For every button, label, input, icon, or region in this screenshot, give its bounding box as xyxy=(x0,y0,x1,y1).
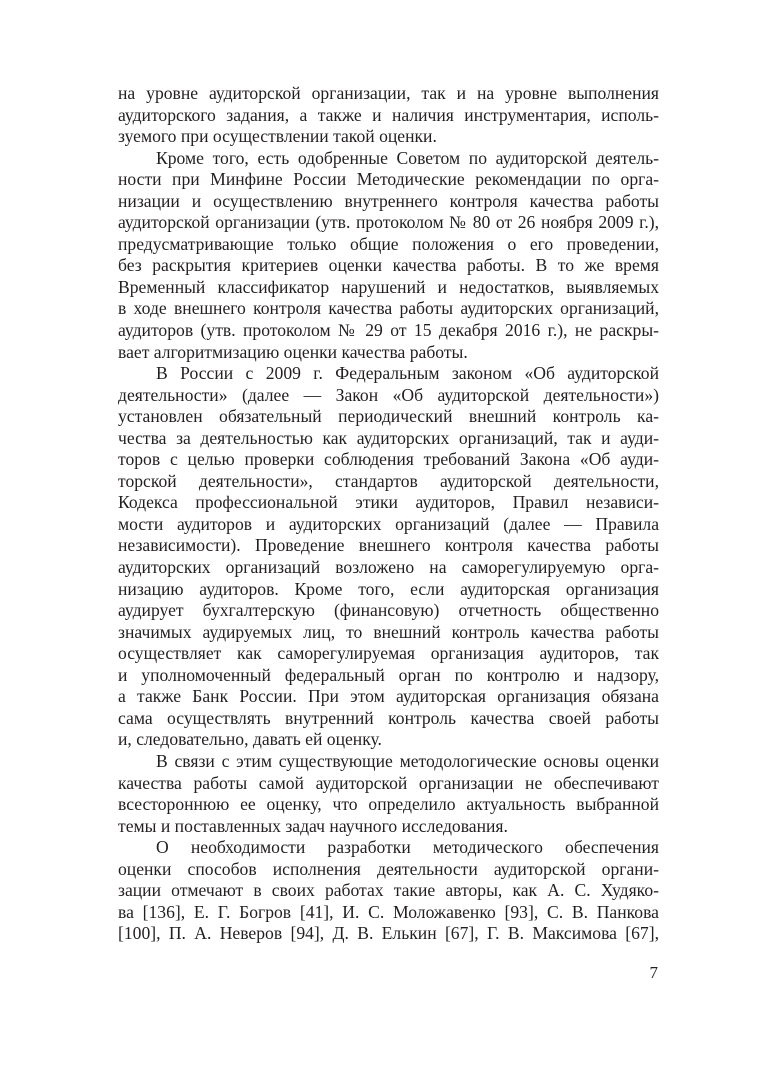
text-line: значимых аудируемых лиц, то внешний контроль качества работы xyxy=(118,621,659,642)
text-line: аудиторских организаций возложено на саморегулируемую орга- xyxy=(118,557,659,578)
text-line: зуемого при осуществлении такой оценки. xyxy=(118,126,437,147)
text-line: [100], П. А. Неверов [94], Д. В. Елькин [67], Г. В. Максимова [67], xyxy=(118,923,659,944)
paragraph-5 xyxy=(118,837,659,945)
text-line: мости аудиторов и аудиторских организаций (далее — Правила xyxy=(118,513,659,534)
text-line: оценки способов исполнения деятельности аудиторской органи- xyxy=(118,858,659,879)
text-line: В связи с этим существующие методологические основы оценки xyxy=(156,750,659,771)
text-line: на уровне аудиторской организации, так и на уровне выполнения xyxy=(118,83,659,103)
text-line: Временный классификатор нарушений и недостатков, выявляемых xyxy=(118,276,659,297)
paragraph-2 xyxy=(118,148,659,363)
page-number: 7 xyxy=(649,963,658,982)
text-line: зации отмечают в своих работах такие авторы, как А. С. Худяко- xyxy=(118,880,659,901)
text-line: качества работы самой аудиторской организации не обеспечивают xyxy=(118,772,659,793)
text-line: торской деятельности», стандартов аудиторской деятельности, xyxy=(118,470,659,491)
text-line: в ходе внешнего контроля качества работы аудиторских организаций, xyxy=(118,298,659,319)
text-line: ва [136], Е. Г. Богров [41], И. С. Моложавенко [93], С. В. Панкова xyxy=(118,901,659,922)
text-line: аудиторов (утв. протоколом № 29 от 15 декабря 2016 г.), не раскры- xyxy=(118,320,659,341)
text-line: темы и поставленных задач научного исследования. xyxy=(118,815,508,836)
text-line: аудирует бухгалтерскую (финансовую) отчетность общественно xyxy=(118,600,659,621)
text-line: чества за деятельностью как аудиторских организаций, так и ауди- xyxy=(118,427,659,448)
text-line: и, следовательно, давать ей оценку. xyxy=(118,729,382,750)
text-line: без раскрытия критериев оценки качества работы. В то же время xyxy=(118,255,659,276)
text-line: вает алгоритмизацию оценки качества работы. xyxy=(118,341,468,362)
text-line: предусматривающие только общие положения о его проведении, xyxy=(118,233,659,254)
text-line: деятельности» (далее — Закон «Об аудиторской деятельности») xyxy=(118,384,659,405)
text-line: всестороннюю ее оценку, что определило актуальность выбранной xyxy=(118,794,659,815)
text-line: независимости). Проведение внешнего контроля качества работы xyxy=(118,535,659,556)
text-line: и уполномоченный федеральный орган по контролю и надзору, xyxy=(118,664,659,685)
text-line: сама осуществлять внутренний контроль качества своей работы xyxy=(118,707,659,728)
text-line: аудиторской организации (утв. протоколом № 80 от 26 ноября 2009 г.), xyxy=(118,212,659,233)
paragraph-1 xyxy=(118,83,659,148)
text-line: установлен обязательный периодический внешний контроль ка- xyxy=(118,406,659,427)
text-line: низации и осуществлению внутреннего контроля качества работы xyxy=(118,190,659,211)
text-line: осуществляет как саморегулируемая организация аудиторов, так xyxy=(118,643,659,664)
text-line: торов с целью проверки соблюдения требований Закона «Об ауди- xyxy=(118,449,659,470)
paragraph-4 xyxy=(118,751,659,837)
text-line: низацию аудиторов. Кроме того, если аудиторская организация xyxy=(118,578,659,599)
text-line: В России с 2009 г. Федеральным законом «Об аудиторской xyxy=(156,363,659,384)
text-line: а также Банк России. При этом аудиторская организация обязана xyxy=(118,686,659,707)
paragraph-3 xyxy=(118,363,659,751)
text-line: Кроме того, есть одобренные Советом по аудиторской деятель- xyxy=(156,147,659,168)
text-line: ности при Минфине России Методические рекомендации по орга- xyxy=(118,169,659,190)
text-line: аудиторского задания, а также и наличия инструментария, исполь- xyxy=(118,104,659,125)
body-text xyxy=(118,83,659,945)
text-line: Кодекса профессиональной этики аудиторов, Правил независи- xyxy=(118,492,659,513)
text-line: О необходимости разработки методического обеспечения xyxy=(156,837,659,858)
